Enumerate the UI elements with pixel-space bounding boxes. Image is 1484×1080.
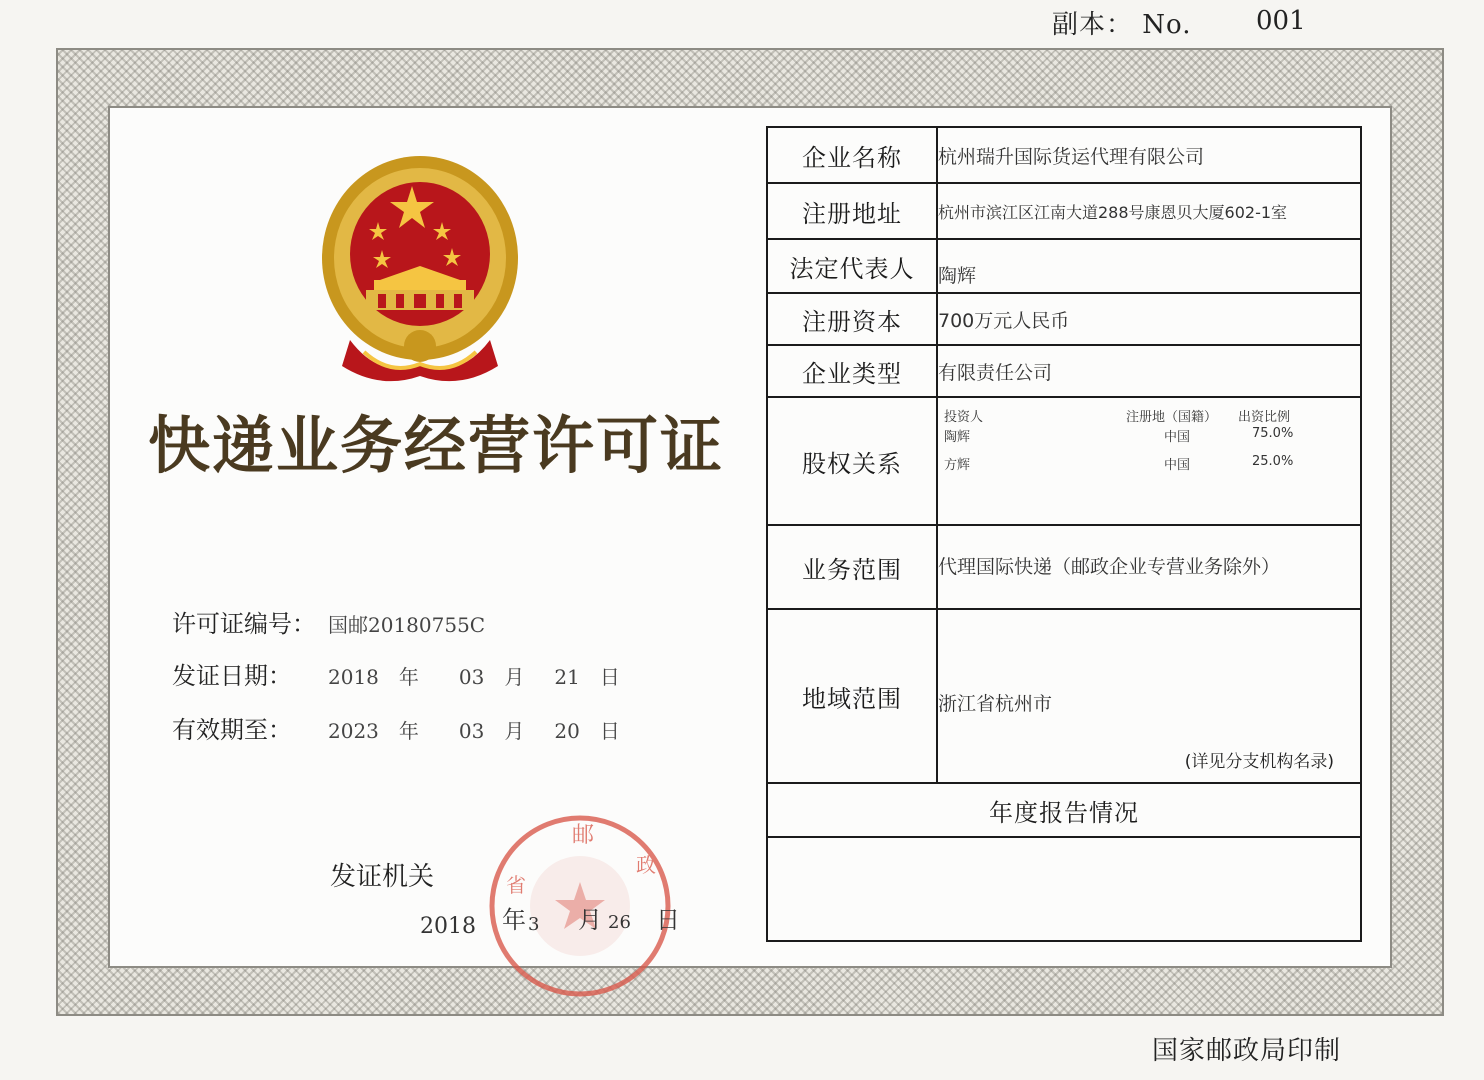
shareholder-ratio: 75.0% <box>1252 426 1294 441</box>
document-title: 快递业务经营许可证 <box>148 409 725 482</box>
region-label: 地域范围 <box>767 609 937 783</box>
equity-details <box>938 398 1360 524</box>
issue-date-label: 发证日期： <box>172 662 292 690</box>
annual-report-label: 年度报告情况 <box>767 783 1361 837</box>
equity-header-country: 注册地（国籍） <box>1126 410 1218 425</box>
copy-number <box>1052 4 1306 41</box>
scope-value: 代理国际快递（邮政企业专营业务除外） <box>937 525 1361 609</box>
company-type-label: 企业类型 <box>767 345 937 397</box>
seal-right-text: 政 <box>636 853 656 877</box>
shareholder-name: 陶辉 <box>944 430 971 445</box>
company-type-value: 有限责任公司 <box>937 345 1361 397</box>
legal-rep-value: 陶辉 <box>937 239 1361 293</box>
issuer-label: 发证机关 <box>330 862 435 892</box>
copy-number-label: 副本： No. <box>1052 10 1192 40</box>
license-number-label: 许可证编号： <box>172 610 316 638</box>
seal-top-text: 邮 <box>572 823 595 848</box>
issue-month: 03 <box>458 665 485 689</box>
issue-day-char: 日 <box>599 665 620 689</box>
issuer-year-char: 年 <box>502 906 526 934</box>
seal-left-text: 省 <box>506 873 526 897</box>
valid-year: 2023 <box>328 719 379 743</box>
valid-day-char: 日 <box>599 719 620 743</box>
company-name-label: 企业名称 <box>767 127 937 183</box>
capital-label: 注册资本 <box>767 293 937 345</box>
valid-until-line <box>172 710 620 745</box>
equity-cell <box>937 397 1361 525</box>
valid-month: 03 <box>458 719 485 743</box>
scope-label: 业务范围 <box>767 525 937 609</box>
issuer-month: 3 <box>528 914 540 935</box>
address-value: 杭州市滨江区江南大道288号康恩贝大厦602-1室 <box>937 183 1361 239</box>
shareholder-ratio: 25.0% <box>1252 454 1294 469</box>
address-label: 注册地址 <box>767 183 937 239</box>
equity-label: 股权关系 <box>767 397 937 525</box>
national-emblem-icon <box>320 150 520 390</box>
license-info-table <box>766 126 1362 942</box>
issuer-month-char: 月 <box>578 906 602 934</box>
valid-year-char: 年 <box>398 719 419 743</box>
company-name-value: 杭州瑞升国际货运代理有限公司 <box>937 127 1361 183</box>
shareholder-country: 中国 <box>1164 430 1191 445</box>
legal-rep-label: 法定代表人 <box>767 239 937 293</box>
region-value: 浙江省杭州市 <box>938 692 1053 715</box>
valid-day: 20 <box>554 719 580 743</box>
issue-year: 2018 <box>328 665 379 689</box>
issuer-year: 2018 <box>420 914 476 939</box>
capital-value: 700万元人民币 <box>937 293 1361 345</box>
valid-until-label: 有效期至： <box>172 716 292 744</box>
shareholder-country: 中国 <box>1164 458 1191 473</box>
issuer-day-char: 日 <box>656 906 680 934</box>
license-number-value: 国邮20180755C <box>328 613 486 637</box>
region-cell <box>937 609 1361 783</box>
equity-header-ratio: 出资比例 <box>1238 410 1291 425</box>
copy-number-value: 001 <box>1256 6 1306 36</box>
issue-day: 21 <box>554 665 580 689</box>
license-number-line <box>172 604 485 639</box>
issue-month-char: 月 <box>504 665 525 689</box>
annual-report-area <box>767 837 1361 941</box>
region-note: (详见分支机构名录) <box>1184 752 1334 772</box>
issue-year-char: 年 <box>398 665 419 689</box>
printer-credit: 国家邮政局印制 <box>1152 1036 1342 1066</box>
equity-header-investor: 投资人 <box>944 410 984 425</box>
issuer-day: 26 <box>608 912 631 933</box>
shareholder-name: 方辉 <box>944 458 971 473</box>
valid-month-char: 月 <box>504 719 525 743</box>
issue-date-line <box>172 656 620 691</box>
